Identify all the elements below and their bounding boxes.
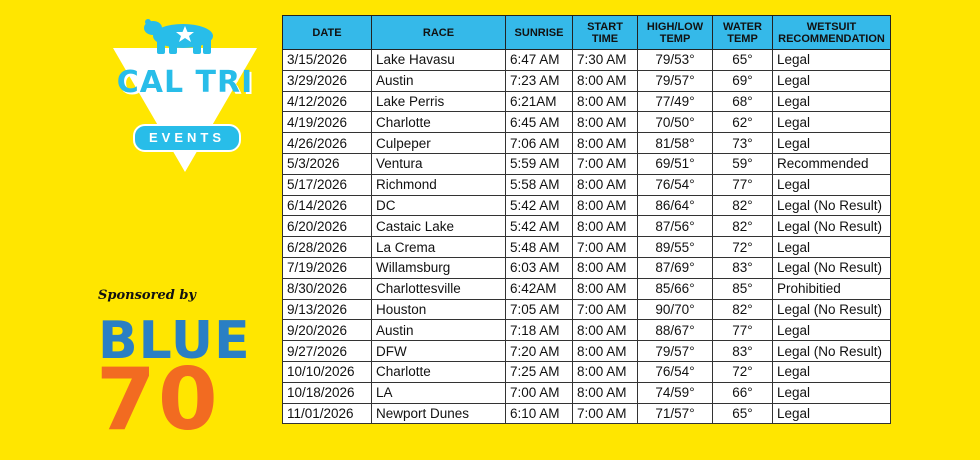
- cell-wetsuit: Legal: [773, 91, 891, 112]
- race-schedule-table: [282, 15, 891, 424]
- cell-sunrise: 7:18 AM: [506, 320, 573, 341]
- cell-date: 9/20/2026: [283, 320, 372, 341]
- cell-water-temp: 82°: [713, 195, 773, 216]
- cell-wetsuit: Legal: [773, 174, 891, 195]
- cell-race: La Crema: [372, 237, 506, 258]
- sponsored-by-label: Sponsored by: [98, 288, 196, 303]
- cell-sunrise: 7:23 AM: [506, 70, 573, 91]
- cell-date: 10/10/2026: [283, 361, 372, 382]
- cell-wetsuit: Legal: [773, 361, 891, 382]
- cell-water-temp: 82°: [713, 299, 773, 320]
- cell-date: 6/14/2026: [283, 195, 372, 216]
- cell-high-low-temp: 90/70°: [638, 299, 713, 320]
- cell-wetsuit: Legal: [773, 320, 891, 341]
- cell-date: 3/29/2026: [283, 70, 372, 91]
- cell-water-temp: 73°: [713, 133, 773, 154]
- cell-race: DC: [372, 195, 506, 216]
- cell-water-temp: 66°: [713, 382, 773, 403]
- cell-wetsuit: Legal: [773, 70, 891, 91]
- cell-wetsuit: Legal: [773, 237, 891, 258]
- cell-high-low-temp: 70/50°: [638, 112, 713, 133]
- cell-water-temp: 59°: [713, 153, 773, 174]
- cell-sunrise: 7:25 AM: [506, 361, 573, 382]
- table-row: [283, 320, 891, 341]
- cell-date: 6/28/2026: [283, 237, 372, 258]
- cell-wetsuit: Legal (No Result): [773, 216, 891, 237]
- col-header-date: DATE: [283, 16, 372, 50]
- cell-wetsuit: Legal: [773, 382, 891, 403]
- table-row: [283, 341, 891, 362]
- cell-sunrise: 5:59 AM: [506, 153, 573, 174]
- cell-high-low-temp: 76/54°: [638, 361, 713, 382]
- cell-start-time: 8:00 AM: [573, 70, 638, 91]
- table-row: [283, 133, 891, 154]
- cell-high-low-temp: 88/67°: [638, 320, 713, 341]
- cell-race: Austin: [372, 320, 506, 341]
- cell-sunrise: 6:45 AM: [506, 112, 573, 133]
- col-header-sunrise: SUNRISE: [506, 16, 573, 50]
- cell-water-temp: 65°: [713, 403, 773, 424]
- cell-start-time: 8:00 AM: [573, 174, 638, 195]
- cell-water-temp: 72°: [713, 361, 773, 382]
- cell-date: 3/15/2026: [283, 50, 372, 71]
- cell-wetsuit: Legal (No Result): [773, 257, 891, 278]
- cell-date: 9/27/2026: [283, 341, 372, 362]
- cell-start-time: 7:00 AM: [573, 153, 638, 174]
- cell-start-time: 8:00 AM: [573, 320, 638, 341]
- cell-start-time: 8:00 AM: [573, 195, 638, 216]
- cell-race: Lake Havasu: [372, 50, 506, 71]
- cell-start-time: 8:00 AM: [573, 112, 638, 133]
- table-row: [283, 50, 891, 71]
- cell-high-low-temp: 77/49°: [638, 91, 713, 112]
- cell-race: LA: [372, 382, 506, 403]
- cell-race: Charlottesville: [372, 278, 506, 299]
- cell-wetsuit: Legal: [773, 133, 891, 154]
- cell-start-time: 7:00 AM: [573, 237, 638, 258]
- cell-sunrise: 6:03 AM: [506, 257, 573, 278]
- cell-water-temp: 83°: [713, 341, 773, 362]
- cell-wetsuit: Prohibitied: [773, 278, 891, 299]
- cell-sunrise: 7:00 AM: [506, 382, 573, 403]
- cell-high-low-temp: 86/64°: [638, 195, 713, 216]
- cell-sunrise: 6:47 AM: [506, 50, 573, 71]
- cell-start-time: 8:00 AM: [573, 382, 638, 403]
- table-header-row: [283, 16, 891, 50]
- cell-high-low-temp: 79/57°: [638, 341, 713, 362]
- cell-race: DFW: [372, 341, 506, 362]
- table-row: [283, 299, 891, 320]
- cell-wetsuit: Legal (No Result): [773, 299, 891, 320]
- cell-date: 4/12/2026: [283, 91, 372, 112]
- cell-date: 6/20/2026: [283, 216, 372, 237]
- cell-water-temp: 82°: [713, 216, 773, 237]
- cell-high-low-temp: 87/69°: [638, 257, 713, 278]
- cell-race: Lake Perris: [372, 91, 506, 112]
- cell-sunrise: 5:58 AM: [506, 174, 573, 195]
- cell-water-temp: 68°: [713, 91, 773, 112]
- cell-date: 5/17/2026: [283, 174, 372, 195]
- cell-high-low-temp: 79/57°: [638, 70, 713, 91]
- cell-sunrise: 6:21AM: [506, 91, 573, 112]
- table-body: [283, 50, 891, 424]
- cell-wetsuit: Legal: [773, 112, 891, 133]
- col-header-start-time: START TIME: [573, 16, 638, 50]
- cell-high-low-temp: 76/54°: [638, 174, 713, 195]
- cell-race: Willamsburg: [372, 257, 506, 278]
- blue70-logo-70: 70: [96, 350, 220, 450]
- cell-race: Newport Dunes: [372, 403, 506, 424]
- cell-start-time: 8:00 AM: [573, 257, 638, 278]
- cell-wetsuit: Legal: [773, 403, 891, 424]
- caltri-wordmark: CAL TRI: [116, 65, 254, 100]
- cell-race: Castaic Lake: [372, 216, 506, 237]
- col-header-wetsuit: WETSUIT RECOMMENDATION: [773, 16, 891, 50]
- cell-high-low-temp: 85/66°: [638, 278, 713, 299]
- cell-wetsuit: Legal (No Result): [773, 341, 891, 362]
- cell-start-time: 8:00 AM: [573, 278, 638, 299]
- cell-high-low-temp: 69/51°: [638, 153, 713, 174]
- table-row: [283, 403, 891, 424]
- cell-race: Austin: [372, 70, 506, 91]
- cell-water-temp: 77°: [713, 174, 773, 195]
- cell-water-temp: 72°: [713, 237, 773, 258]
- cell-race: Houston: [372, 299, 506, 320]
- table-row: [283, 216, 891, 237]
- table-row: [283, 195, 891, 216]
- cell-wetsuit: Legal: [773, 50, 891, 71]
- cell-start-time: 8:00 AM: [573, 133, 638, 154]
- cell-date: 9/13/2026: [283, 299, 372, 320]
- cell-water-temp: 77°: [713, 320, 773, 341]
- cell-sunrise: 7:05 AM: [506, 299, 573, 320]
- cell-wetsuit: Legal (No Result): [773, 195, 891, 216]
- cell-water-temp: 69°: [713, 70, 773, 91]
- cell-start-time: 8:00 AM: [573, 216, 638, 237]
- cell-water-temp: 85°: [713, 278, 773, 299]
- cell-sunrise: 7:06 AM: [506, 133, 573, 154]
- cell-start-time: 8:00 AM: [573, 91, 638, 112]
- cell-high-low-temp: 79/53°: [638, 50, 713, 71]
- cell-high-low-temp: 81/58°: [638, 133, 713, 154]
- cell-sunrise: 5:48 AM: [506, 237, 573, 258]
- cell-water-temp: 83°: [713, 257, 773, 278]
- cell-start-time: 7:30 AM: [573, 50, 638, 71]
- table-row: [283, 257, 891, 278]
- col-header-high-low-temp: HIGH/LOW TEMP: [638, 16, 713, 50]
- cell-race: Richmond: [372, 174, 506, 195]
- cell-water-temp: 65°: [713, 50, 773, 71]
- cell-date: 11/01/2026: [283, 403, 372, 424]
- cell-start-time: 8:00 AM: [573, 361, 638, 382]
- cell-start-time: 8:00 AM: [573, 341, 638, 362]
- cell-date: 4/19/2026: [283, 112, 372, 133]
- cell-sunrise: 5:42 AM: [506, 216, 573, 237]
- cell-high-low-temp: 89/55°: [638, 237, 713, 258]
- cell-sunrise: 7:20 AM: [506, 341, 573, 362]
- cell-date: 5/3/2026: [283, 153, 372, 174]
- cell-date: 10/18/2026: [283, 382, 372, 403]
- table-row: [283, 174, 891, 195]
- cell-date: 8/30/2026: [283, 278, 372, 299]
- table-row: [283, 153, 891, 174]
- col-header-water-temp: WATER TEMP: [713, 16, 773, 50]
- cell-sunrise: 6:42AM: [506, 278, 573, 299]
- cell-race: Culpeper: [372, 133, 506, 154]
- caltri-logo: [105, 14, 265, 174]
- table-row: [283, 382, 891, 403]
- cell-start-time: 7:00 AM: [573, 299, 638, 320]
- table-row: [283, 112, 891, 133]
- cell-sunrise: 5:42 AM: [506, 195, 573, 216]
- cell-high-low-temp: 74/59°: [638, 382, 713, 403]
- cell-water-temp: 62°: [713, 112, 773, 133]
- cell-high-low-temp: 71/57°: [638, 403, 713, 424]
- cell-date: 4/26/2026: [283, 133, 372, 154]
- cell-race: Ventura: [372, 153, 506, 174]
- blue70-logo-blue: BLUE: [98, 311, 251, 371]
- table-row: [283, 278, 891, 299]
- table-row: [283, 361, 891, 382]
- cell-start-time: 7:00 AM: [573, 403, 638, 424]
- table-row: [283, 237, 891, 258]
- table-row: [283, 91, 891, 112]
- events-badge: EVENTS: [133, 124, 241, 152]
- cell-race: Charlotte: [372, 112, 506, 133]
- cell-high-low-temp: 87/56°: [638, 216, 713, 237]
- col-header-race: RACE: [372, 16, 506, 50]
- cell-date: 7/19/2026: [283, 257, 372, 278]
- cell-sunrise: 6:10 AM: [506, 403, 573, 424]
- cell-race: Charlotte: [372, 361, 506, 382]
- cell-wetsuit: Recommended: [773, 153, 891, 174]
- table-row: [283, 70, 891, 91]
